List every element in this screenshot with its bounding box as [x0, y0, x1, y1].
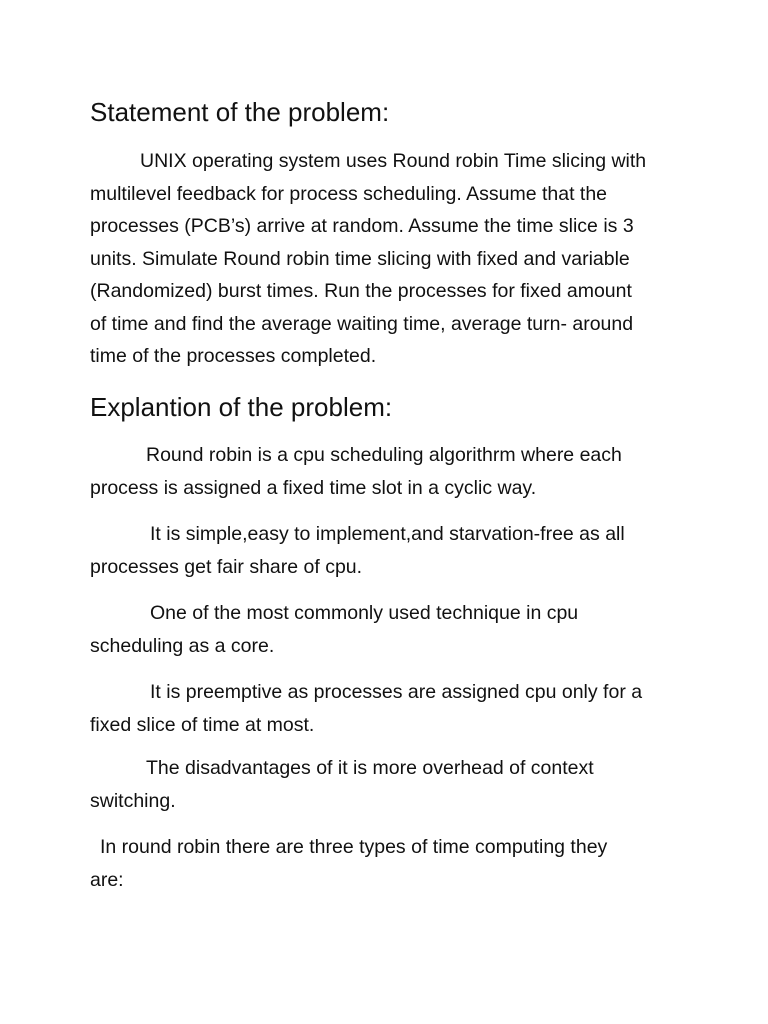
explanation-paragraph-1	[90, 439, 690, 504]
paragraph-line: Round robin is a cpu scheduling algorithrm where each	[146, 444, 622, 466]
statement-line: units. Simulate Round robin time slicing with fixed and variable	[90, 247, 630, 270]
paragraph-line: switching.	[90, 789, 176, 812]
paragraph-line: fixed slice of time at most.	[90, 713, 315, 736]
explanation-heading: Explantion of the problem:	[90, 392, 393, 422]
statement-line: time of the processes completed.	[90, 345, 377, 367]
paragraph-line: In round robin there are three types of time computing they	[100, 836, 608, 858]
paragraph-line: One of the most commonly used technique in cpu	[150, 602, 579, 624]
explanation-paragraph-6	[90, 831, 690, 896]
statement-heading: Statement of the problem:	[90, 97, 390, 127]
paragraph-line: It is simple,easy to implement,and starvation-free as all	[150, 523, 625, 545]
paragraph-line: The disadvantages of it is more overhead of context	[146, 757, 594, 779]
statement-line: (Randomized) burst times. Run the processes for fixed amount	[90, 280, 632, 302]
paragraph-line: scheduling as a core.	[90, 634, 275, 657]
explanation-paragraph-4	[90, 676, 690, 741]
statement-paragraph	[90, 145, 690, 373]
statement-line: UNIX operating system uses Round robin Time slicing with	[140, 150, 647, 172]
paragraph-line: are:	[90, 868, 124, 891]
paragraph-line: processes get fair share of cpu.	[90, 555, 363, 578]
paragraph-line: process is assigned a fixed time slot in a cyclic way.	[90, 476, 537, 499]
statement-line: multilevel feedback for process scheduling. Assume that the	[90, 182, 608, 205]
explanation-paragraph-5	[90, 752, 690, 817]
statement-line: of time and find the average waiting time, average turn- around	[90, 312, 634, 335]
explanation-paragraph-2	[90, 518, 690, 583]
statement-line: processes (PCB’s) arrive at random. Assume the time slice is 3	[90, 215, 634, 237]
explanation-paragraph-3	[90, 597, 690, 662]
paragraph-line: It is preemptive as processes are assigned cpu only for a	[150, 681, 643, 703]
